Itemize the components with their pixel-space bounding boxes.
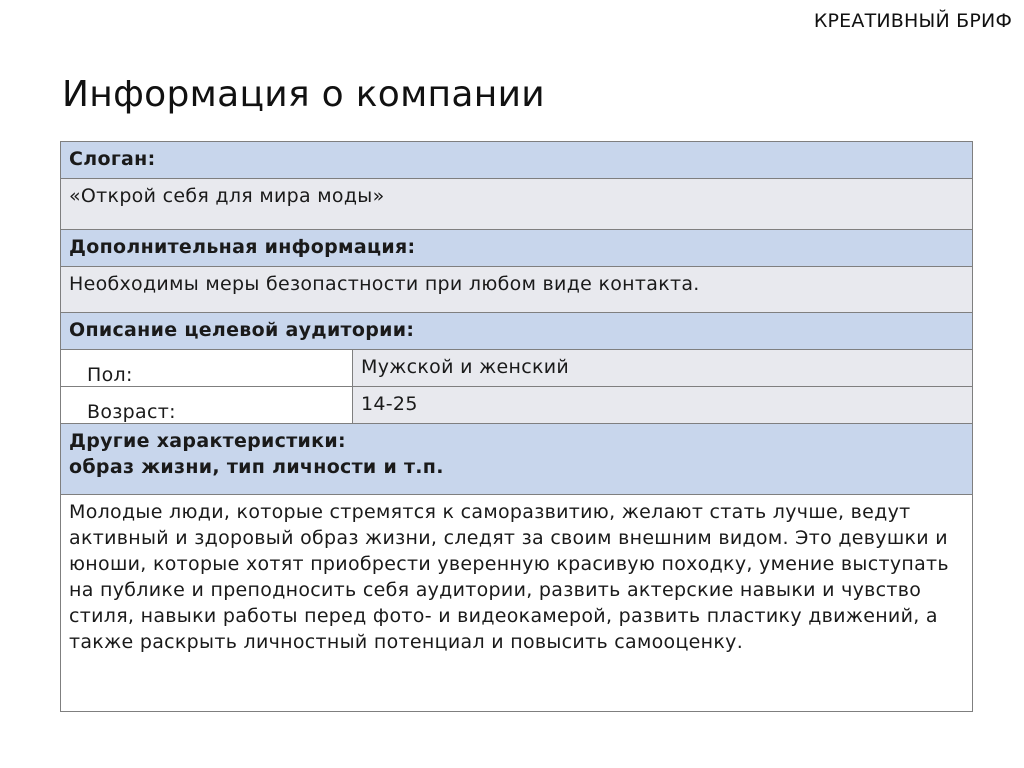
- age-row: [61, 387, 973, 424]
- additional-info-value-row: [61, 267, 973, 313]
- slogan-value: «Открой себя для мира моды»: [61, 179, 973, 230]
- other-description-row: [61, 495, 973, 712]
- age-label: Возраст:: [87, 401, 176, 423]
- other-label-line1: Другие характеристики:: [69, 430, 346, 452]
- additional-info-label: Дополнительная информация:: [61, 230, 973, 267]
- target-audience-label: Описание целевой аудитории:: [61, 313, 973, 350]
- gender-row: [61, 350, 973, 387]
- other-label-cell: [61, 424, 973, 495]
- page-title: Информация о компании: [62, 74, 545, 115]
- section-label: КРЕАТИВНЫЙ БРИФ: [813, 10, 1012, 32]
- additional-info-header-row: [61, 230, 973, 267]
- other-label-line2: образ жизни, тип личности и т.п.: [69, 456, 444, 478]
- age-value: 14-25: [353, 387, 973, 424]
- gender-value: Мужской и женский: [353, 350, 973, 387]
- additional-info-value: Необходимы меры безопастности при любом виде контакта.: [61, 267, 973, 313]
- slogan-value-row: [61, 179, 973, 230]
- gender-label: Пол:: [87, 364, 133, 386]
- age-label-cell: [61, 387, 353, 424]
- slogan-label: Слоган:: [61, 142, 973, 179]
- target-audience-header-row: [61, 313, 973, 350]
- other-header-row: [61, 424, 973, 495]
- other-description: Молодые люди, которые стремятся к саморазвитию, желают стать лучше, ведут активный и здоровый образ жизни, следят за своим внешним видом. Это девушки и юноши, которые хотят приобрести уверенную красивую походку, умение выступать на публике и преподносить себя аудитории, развить актерские навыки и чувство стиля, навыки работы перед фото- и видеокамерой, развить пластику движений, а также раскрыть личностный потенциал и повысить самооценку.: [61, 495, 973, 712]
- gender-label-cell: [61, 350, 353, 387]
- brief-table: [60, 141, 973, 712]
- slogan-header-row: [61, 142, 973, 179]
